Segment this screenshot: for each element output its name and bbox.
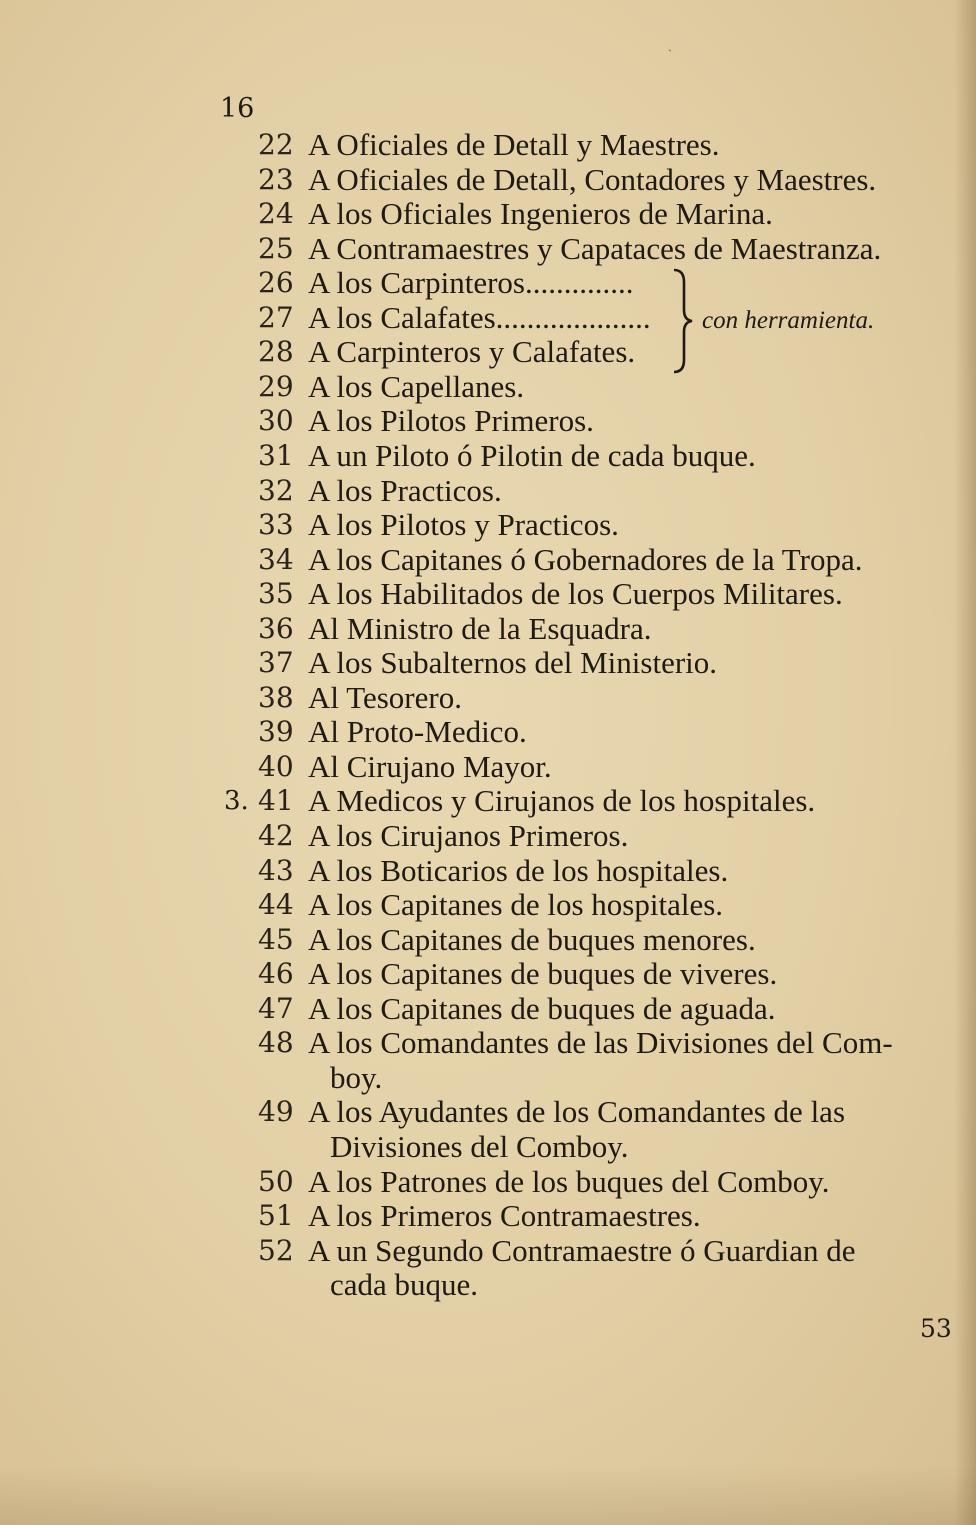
entry-text: A los Practicos.	[308, 472, 502, 508]
entry-number: 41	[258, 784, 294, 818]
entry-text: A los Subalternos del Ministerio.	[308, 645, 718, 681]
entry-text: A los Capitanes de buques menores.	[308, 921, 756, 957]
entry-row	[0, 1025, 976, 1095]
entry-text: A Oficiales de Detall, Contadores y Maestres.	[308, 161, 877, 197]
entry-text: A los Capitanes de los hospitales.	[308, 887, 724, 923]
entry-row	[0, 1232, 976, 1303]
entry-text: A Contramaestres y Capataces de Maestranza.	[308, 230, 882, 266]
entry-text: A los Cirujanos Primeros.	[308, 818, 629, 853]
entry-continuation: Divisiones del Comboy.	[330, 1128, 629, 1164]
entry-row	[0, 230, 976, 266]
entry-text: A los Carpinteros..............	[308, 265, 634, 301]
entry-text: A los Patrones de los buques del Comboy.	[308, 1163, 830, 1199]
entry-number: 34	[258, 542, 294, 576]
entry-text: Al Ministro de la Esquadra.	[308, 610, 652, 646]
entry-row	[0, 541, 976, 577]
entry-number: 45	[258, 922, 294, 956]
entry-number: 49	[258, 1095, 294, 1129]
entry-number: 31	[258, 438, 294, 472]
entry-text: Al Cirujano Mayor.	[308, 748, 552, 784]
stray-mark: ˎ	[668, 38, 672, 52]
entry-number: 36	[258, 611, 294, 645]
entry-row	[0, 403, 976, 439]
entry-text: A los Comandantes de las Divisiones del Com-	[308, 1025, 893, 1061]
entry-text: A los Pilotos y Practicos.	[308, 507, 619, 543]
entry-text: A Carpinteros y Calafates.	[308, 334, 636, 370]
entry-row	[0, 852, 976, 888]
entry-row	[0, 818, 976, 853]
entry-number: 25	[258, 231, 294, 265]
entry-row	[0, 507, 976, 543]
page-number: 16	[220, 93, 255, 124]
entry-number: 46	[258, 957, 294, 991]
entry-number: 43	[258, 853, 294, 887]
entry-text: A los Ayudantes de los Comandantes de las	[308, 1094, 846, 1130]
right-brace-icon	[670, 268, 694, 374]
entry-number: 29	[258, 369, 294, 403]
entry-text: A un Segundo Contramaestre ó Guardian de	[308, 1232, 856, 1268]
entry-row	[0, 127, 976, 162]
entry-row	[0, 956, 976, 992]
entry-text: A los Primeros Contramaestres.	[308, 1198, 701, 1234]
entry-row	[0, 887, 976, 923]
entry-number: 42	[258, 819, 294, 852]
entry-text: A los Capitanes ó Gobernadores de la Tropa.	[308, 541, 863, 577]
entry-number: 37	[258, 646, 294, 680]
entry-row	[0, 921, 976, 957]
entry-text: A los Boticarios de los hospitales.	[308, 852, 729, 888]
entry-text: A los Oficiales Ingenieros de Marina.	[308, 196, 773, 232]
entry-row	[0, 368, 976, 404]
entry-number: 40	[258, 749, 294, 783]
entry-row	[0, 645, 976, 681]
entry-row	[0, 437, 976, 473]
entry-number: 30	[258, 404, 294, 438]
entry-text: A los Calafates....................	[308, 299, 651, 335]
entry-number: 38	[258, 680, 294, 714]
entry-row	[0, 472, 976, 508]
entry-text: A los Capellanes.	[308, 368, 525, 404]
entry-text: A Medicos y Cirujanos de los hospitales.	[308, 783, 816, 819]
signature-mark: 53	[920, 1314, 952, 1343]
entry-number: 50	[258, 1164, 294, 1198]
entry-number: 24	[258, 197, 294, 231]
entry-row	[0, 265, 976, 301]
entry-row	[0, 748, 976, 784]
entry-row	[0, 1198, 976, 1234]
entry-text: A un Piloto ó Pilotin de cada buque.	[308, 437, 756, 473]
entry-number: 28	[258, 335, 294, 369]
entry-row	[0, 1163, 976, 1199]
entry-text: A los Pilotos Primeros.	[308, 403, 594, 439]
entry-number: 51	[258, 1199, 294, 1233]
entry-continuation: cada buque.	[330, 1267, 479, 1303]
entry-row	[0, 714, 976, 750]
entry-text: Al Tesorero.	[308, 679, 462, 715]
brace-annotation: con herramienta.	[702, 307, 875, 334]
entry-row	[0, 783, 976, 819]
entry-text: A los Capitanes de buques de aguada.	[308, 990, 776, 1026]
entry-number: 35	[258, 577, 294, 611]
entry-row	[0, 196, 976, 232]
entry-number: 33	[258, 508, 294, 542]
entry-row	[0, 610, 976, 646]
entry-text: A los Habilitados de los Cuerpos Militares.	[308, 576, 843, 612]
margin-mark: 3.	[224, 786, 249, 817]
entry-text: A los Capitanes de buques de viveres.	[308, 956, 778, 992]
entry-number: 26	[258, 266, 294, 300]
entry-row	[0, 990, 976, 1026]
entry-number: 47	[258, 991, 294, 1025]
entry-continuation: boy.	[330, 1059, 383, 1095]
entry-number: 48	[258, 1026, 294, 1060]
entry-number: 27	[258, 300, 294, 334]
entry-text: Al Proto-Medico.	[308, 714, 527, 750]
entry-text: A Oficiales de Detall y Maestres.	[308, 127, 720, 162]
entry-row	[0, 161, 976, 197]
entry-number: 23	[258, 162, 294, 196]
entry-number: 32	[258, 473, 294, 507]
entry-number: 22	[258, 128, 294, 161]
entry-row	[0, 576, 976, 612]
entry-number: 39	[258, 715, 294, 749]
entry-number: 44	[258, 888, 294, 922]
entry-row	[0, 679, 976, 715]
entry-number: 52	[258, 1233, 294, 1267]
entry-row	[0, 1094, 976, 1164]
